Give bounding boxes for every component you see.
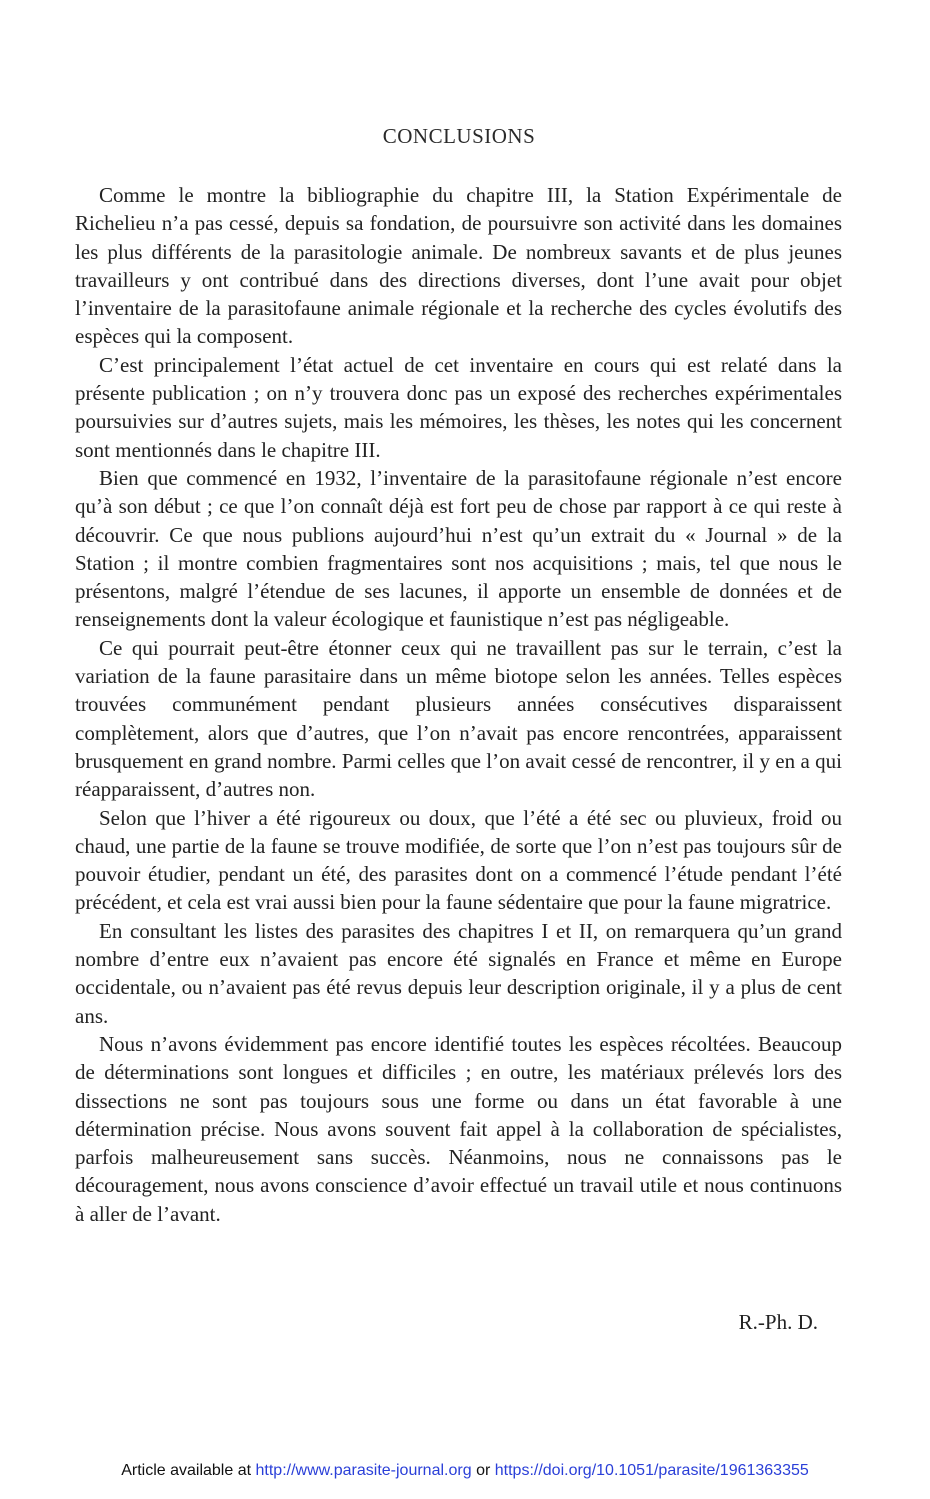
paragraph-1: Comme le montre la bibliographie du chapitre III, la Station Expérimentale de Richelieu n’a pas cessé, depuis sa fondation, de poursuivre son activité dans les domaines les plus différents de la parasitologie animale. De nombreux savants et de plus jeunes travailleurs y ont contribué dans des directions diverses, dont l’une avait pour objet l’inventaire de la parasitofaune animale régionale et la recherche des cycles évolutifs des espèces qui la composent. bbox=[75, 183, 842, 349]
footer-middle: or bbox=[476, 1462, 491, 1479]
paragraph-6: En consultant les listes des parasites des chapitres I et II, on remarquera qu’un grand nombre d’entre eux n’avaient pas encore été signalés en France et même en Europe occidentale, ou n’avaient pas été revus depuis leur description originale, il y a plus de cent ans. bbox=[75, 918, 842, 1028]
footer bbox=[0, 1462, 930, 1480]
doi-link[interactable]: https://doi.org/10.1051/parasite/1961363355 bbox=[494, 1462, 809, 1479]
footer-prefix: Article available at bbox=[121, 1462, 252, 1479]
paragraph-7: Nous n’avons évidemment pas encore identifié toutes les espèces récoltées. Beaucoup de déterminations sont longues et difficiles ; en outre, les matériaux prélevés lors des dissections ne sont pas toujours sous une forme ou dans un état favorable à une détermination précise. Nous avons souvent fait appel à la collaboration de spécialistes, parfois malheureusement sans succès. Néanmoins, nous ne connaissons pas le découragement, nous avons conscience d’avoir effectué un travail utile et nous continuons à aller de l’avant. bbox=[75, 1031, 842, 1226]
journal-link[interactable]: http://www.parasite-journal.org bbox=[255, 1462, 472, 1479]
paragraph-5: Selon que l’hiver a été rigoureux ou doux, que l’été a été sec ou pluvieux, froid ou chaud, une partie de la faune se trouve modifiée, de sorte que l’on n’est pas toujours sûr de pouvoir étudier, pendant un été, des parasites dont on a commencé l’étude pendant l’été précédent, et cela est vrai aussi bien pour la faune sédentaire que pour la faune migratrice. bbox=[75, 805, 842, 915]
signature: R.-Ph. D. bbox=[738, 1310, 818, 1334]
paragraph-4: Ce qui pourrait peut-être étonner ceux qui ne travaillent pas sur le terrain, c’est la variation de la faune parasitaire dans un même biotope selon les années. Telles espèces trouvées communément pendant plusieurs années consécutives disparaissent complètement, alors que d’autres, que l’on n’avait pas encore rencontrées, apparaissent brusquement en grand nombre. Parmi celles que l’on avait cessé de rencontrer, il y en a qui réapparaissent, d’autres non. bbox=[75, 635, 842, 802]
paragraph-3: Bien que commencé en 1932, l’inventaire de la parasitofaune régionale n’est encore qu’à son début ; ce que l’on connaît déjà est fort peu de chose par rapport à ce qui reste à découvrir. Ce que nous publions aujourd’hui n’est qu’un extrait du « Journal » de la Station ; il montre combien fragmentaires sont nos acquisitions ; mais, tel que nous le présentons, malgré l’étendue de ses lacunes, il apporte un ensemble de données et de renseignements dont la valeur écologique et faunistique n’est pas négligeable. bbox=[75, 465, 842, 632]
page-title: CONCLUSIONS bbox=[382, 124, 536, 148]
body-text bbox=[75, 181, 842, 1228]
paragraph-2: C’est principalement l’état actuel de cet inventaire en cours qui est relaté dans la présente publication ; on n’y trouvera donc pas un exposé des recherches expérimentales poursuivies sur d’autres sujets, mais les mémoires, les thèses, les notes qui les concernent sont mentionnés dans le chapitre III. bbox=[75, 352, 842, 462]
